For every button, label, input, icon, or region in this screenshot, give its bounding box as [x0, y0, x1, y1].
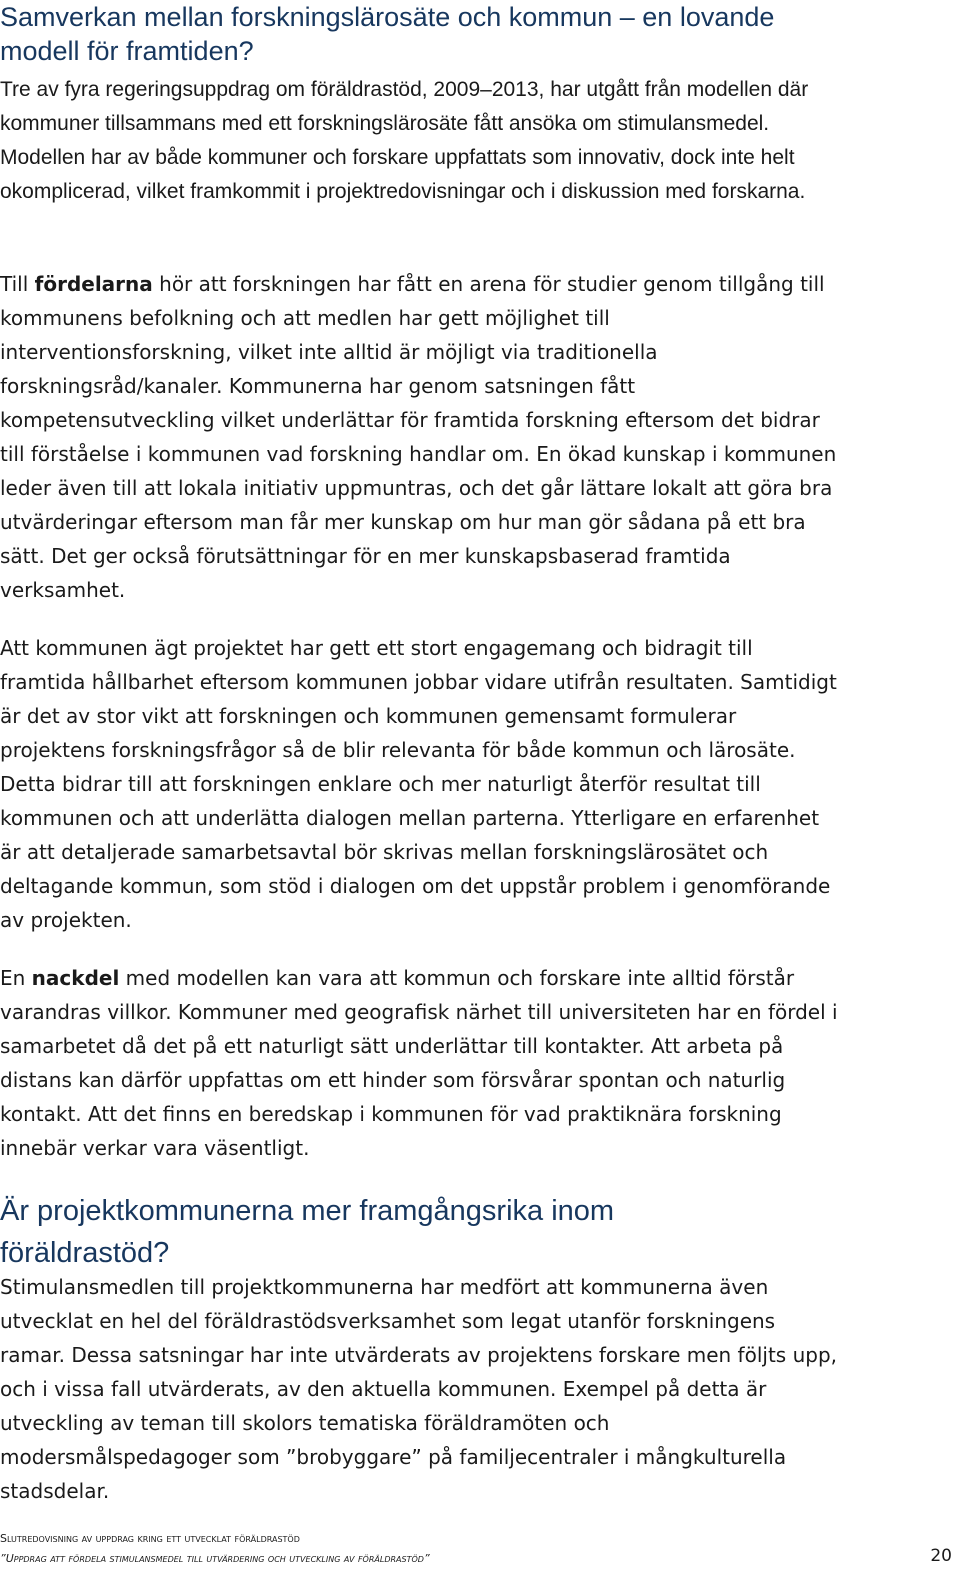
- section-heading-projektkommunerna: Är projektkommunerna mer framgångsrika inom föräldrastöd?: [0, 1195, 615, 1269]
- disadvantages-text: med modellen kan vara att kommun och forskare inte alltid förstår varandras villkor. Kommuner med geografisk närhet till universiteten har en fördel i samarbetet då det på ett naturligt sätt underlättar till kontakter. Att arbeta på distans kan därför uppfattas om ett hinder som försvårar spontan och naturlig kontakt. Att det finns en beredskap i kommunen för vad praktiknära forskning innebär verkar vara väsentligt.: [0, 966, 838, 1160]
- stimulus-paragraph: Stimulansmedlen till projektkommunerna har medfört att kommunerna även utvecklat en hel del föräldrastödsverksamhet som legat utanför forskningens ramar. Dessa satsningar har inte utvärderats av projektens forskare men följts upp, och i vissa fall utvärderats, av den aktuella kommunen. Exempel på detta är utveckling av teman till skolors tematiska föräldramöten och modersmålspedagoger som ”brobyggare” på familjecentraler i mångkulturella stadsdelar.: [0, 1275, 837, 1503]
- section-heading-samverkan: Samverkan mellan forskningslärosäte och kommun – en lovande modell för framtiden?: [0, 2, 775, 66]
- advantages-paragraph: [0, 267, 840, 607]
- advantages-lead: Till: [0, 272, 35, 296]
- intro-paragraph: Tre av fyra regeringsuppdrag om föräldrastöd, 2009–2013, har utgått från modellen där kommuner tillsammans med ett forskningslärosäte fått ansöka om stimulansmedel. Modellen har av både kommuner och forskare uppfattats som innovativ, dock inte helt okomplicerad, vilket framkommit i projektredovisningar och i diskussion med forskarna.: [0, 78, 809, 203]
- advantages-keyword: fördelarna: [34, 272, 153, 296]
- footer-report-title: Slutredovisning av uppdrag kring ett utvecklat föräldrastöd: [0, 1532, 300, 1545]
- page-number: 20: [930, 1546, 952, 1566]
- advantages-text: hör att forskningen har fått en arena för studier genom tillgång till kommunens befolkning och att medlen har gett möjlighet till interventionsforskning, vilket inte alltid är möjligt via traditionella forskningsråd/kanaler. Kommunerna har genom satsningen fått kompetensutveckling vilket underlättar för framtida forskning eftersom det bidrar till förståelse i kommunen vad forskning handlar om. En ökad kunskap i kommunen leder även till att lokala initiativ uppmuntras, och det går lättare lokalt att göra bra utvärderingar eftersom man får mer kunskap om hur man gör sådana på ett bra sätt. Det ger också förutsättningar för en mer kunskapsbaserad framtida verksamhet.: [0, 272, 837, 602]
- disadvantages-keyword: nackdel: [31, 966, 120, 990]
- footer-assignment-title: ”Uppdrag att fördela stimulansmedel till utvärdering och utveckling av föräldrastöd”: [0, 1552, 430, 1565]
- disadvantages-paragraph: [0, 961, 840, 1165]
- disadvantages-lead: En: [0, 966, 32, 990]
- ownership-paragraph: Att kommunen ägt projektet har gett ett stort engagemang och bidragit till framtida hållbarhet eftersom kommunen jobbar vidare utifrån resultaten. Samtidigt är det av stor vikt att forskningen och kommunen gemensamt formulerar projektens forskningsfrågor så de blir relevanta för både kommun och lärosäte. Detta bidrar till att forskningen enklare och mer naturligt återför resultat till kommunen och att underlätta dialogen mellan parterna. Ytterligare en erfarenhet är att detaljerade samarbetsavtal bör skrivas mellan forskningslärosätet och deltagande kommun, som stöd i dialogen om det uppstår problem i genomförande av projekten.: [0, 636, 837, 932]
